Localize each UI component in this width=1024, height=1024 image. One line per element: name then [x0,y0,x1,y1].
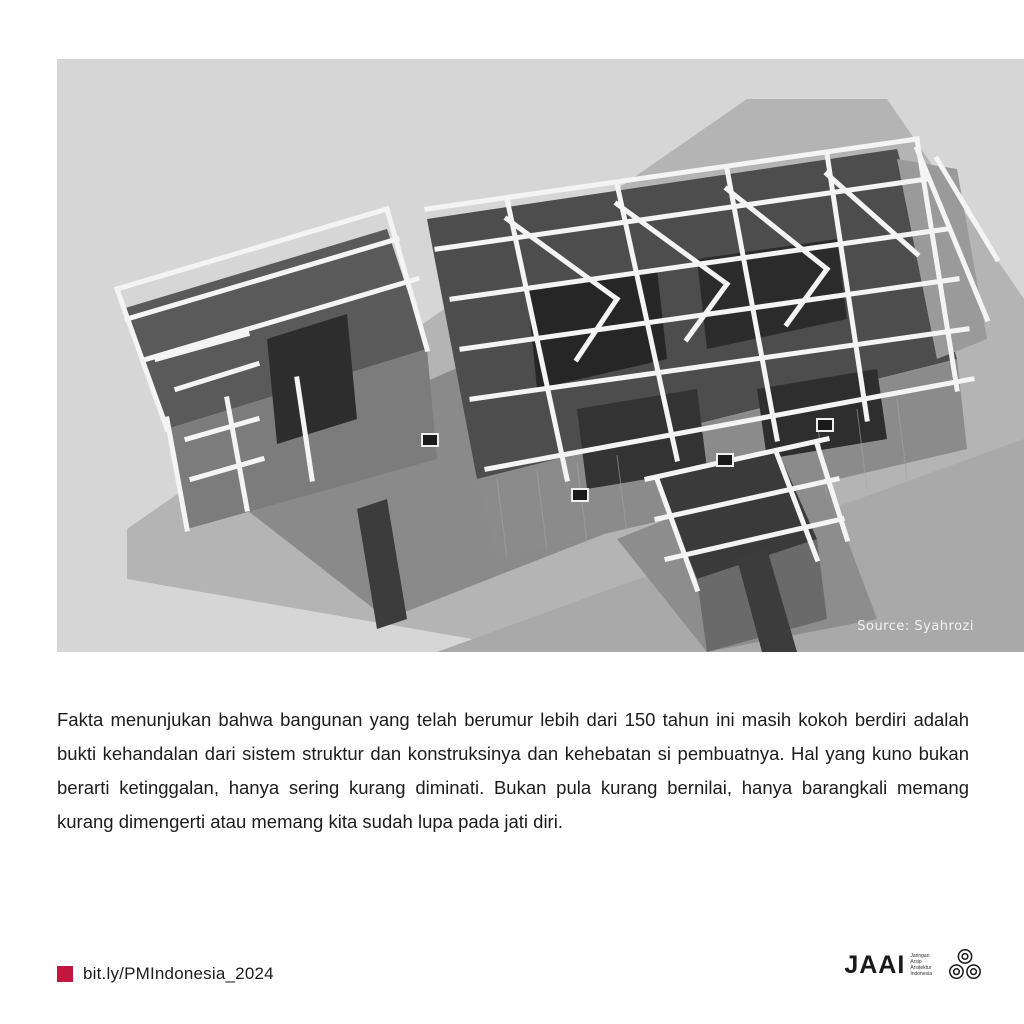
brand-logo [844,946,984,984]
brand-name: JAAI [844,950,906,979]
brand-sub-line: Jaringan [910,953,930,959]
image-source-caption: Source: Syahrozi [857,619,974,634]
footer-link-text[interactable]: bit.ly/PMIndonesia_2024 [83,964,274,983]
architecture-model-image [57,59,1024,652]
brand-subtitle [910,953,932,977]
brand-sub-line: Arsitektur [910,965,932,971]
triple-spiral-icon [946,946,984,984]
accent-square-icon [57,966,73,982]
timber-structure-illustration [57,59,1024,652]
footer-link[interactable] [57,964,274,984]
body-paragraph: Fakta menunjukan bahwa bangunan yang telah berumur lebih dari 150 tahun ini masih kokoh berdiri adalah bukti kehandalan dari sistem struktur dan konstruksinya dan kehebatan si pembuatnya. Hal yang kuno bukan berarti ketinggalan, hanya sering kurang diminati. Bukan pula kurang bernilai, hanya barangkali memang kurang dimengerti atau memang kita sudah lupa pada jati diri. [57,709,969,832]
brand-sub-line: Indonesia [910,971,932,977]
brand-sub-line: Arsip [910,959,922,965]
